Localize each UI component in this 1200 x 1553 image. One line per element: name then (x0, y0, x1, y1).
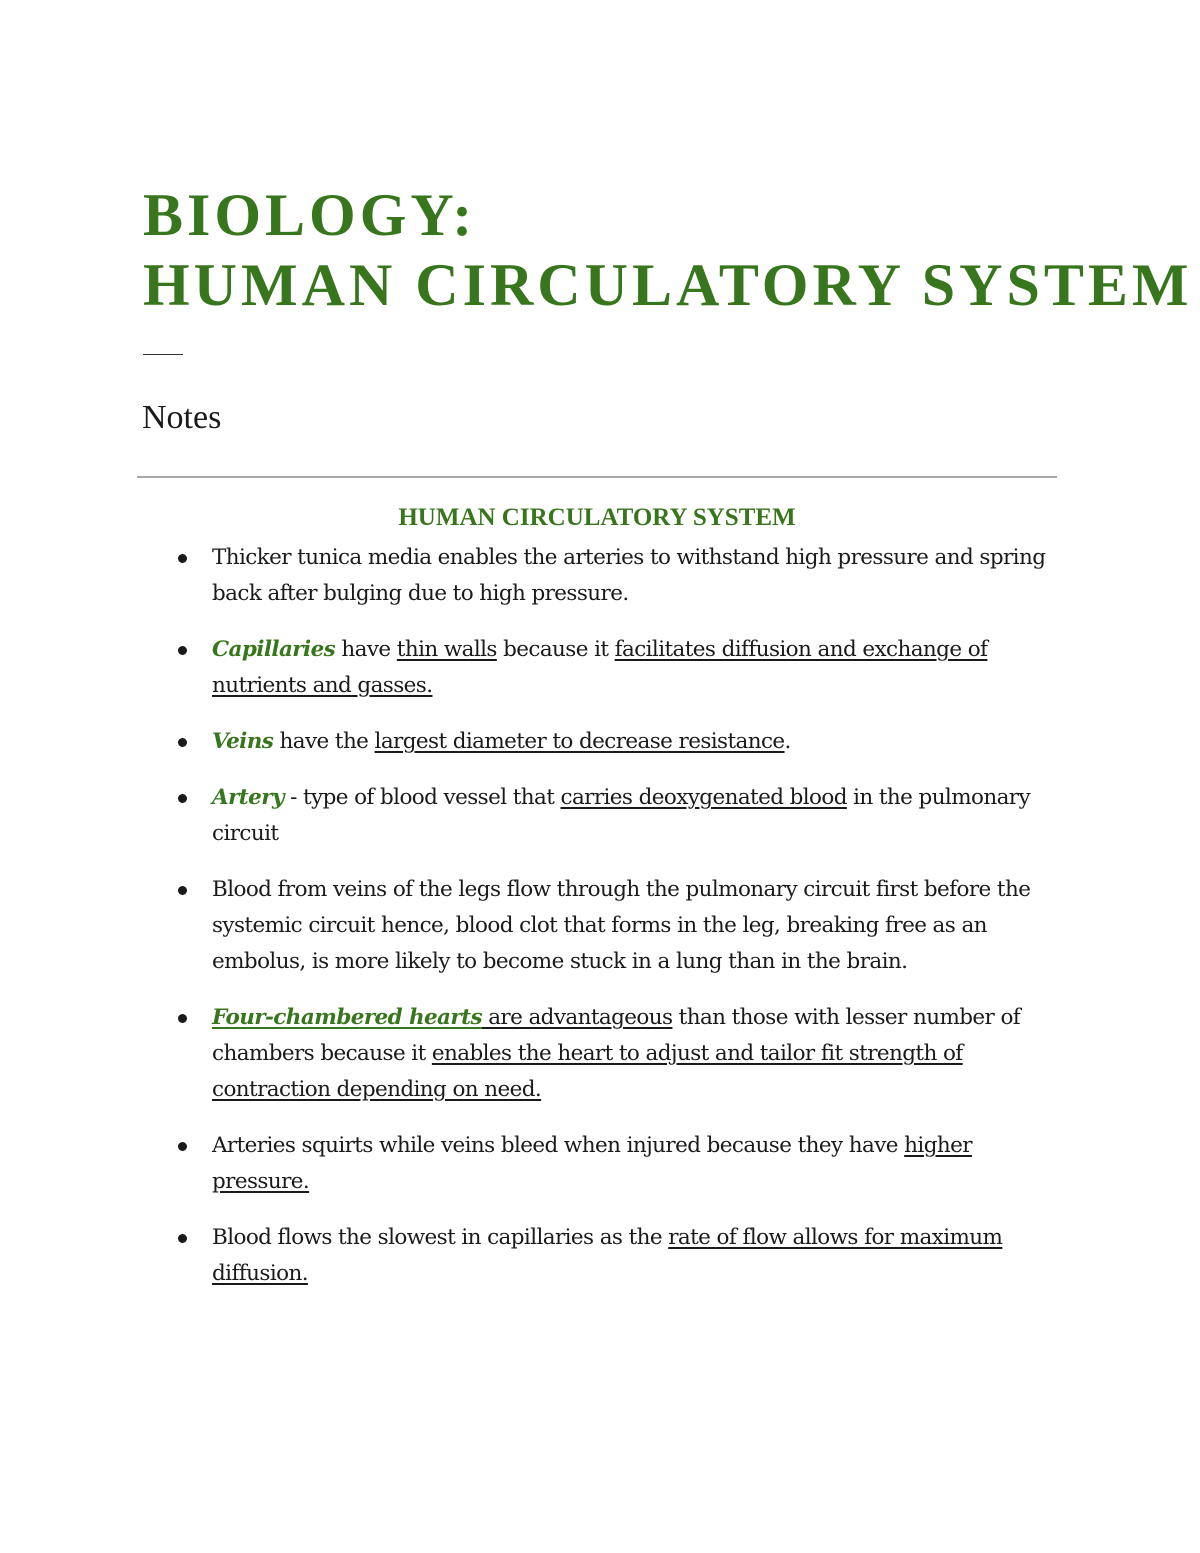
list-item (212, 872, 1062, 980)
note-text: Thicker tunica media enables the arteries to withstand high pressure and spring back after bulging due to high pressure. (212, 545, 1046, 606)
list-item (212, 632, 1062, 704)
bullet-icon (178, 1014, 187, 1023)
list-item (212, 1000, 1062, 1108)
note-text: have the (273, 729, 375, 754)
note-underlined-text: rate of flow allows for maximum diffusion. (212, 1225, 1003, 1286)
note-underlined-text: facilitates diffusion and exchange of nutrients and gasses. (212, 637, 988, 698)
note-text: . (784, 729, 791, 754)
note-text: than those with lesser number of chambers because it (212, 1005, 1021, 1066)
horizontal-divider (137, 476, 1057, 478)
notes-list (212, 540, 1062, 1312)
note-underlined-text: are advantageous (481, 1005, 673, 1030)
note-text: - type of blood vessel that (283, 785, 561, 810)
note-underlined-text: largest diameter to decrease resistance (374, 729, 785, 754)
title-short-rule (143, 354, 183, 355)
note-underlined-text: carries deoxygenated blood (560, 785, 847, 810)
note-term: Veins (212, 729, 274, 754)
list-item (212, 1128, 1062, 1200)
bullet-icon (178, 886, 187, 895)
note-underlined-text: thin walls (396, 637, 497, 662)
note-text: have (335, 637, 397, 662)
document-subtitle: Notes (142, 399, 222, 436)
note-underlined-text: enables the heart to adjust and tailor fit strength of contraction depending on need. (212, 1041, 963, 1102)
bullet-icon (178, 1234, 187, 1243)
note-term: Four-chambered hearts (212, 1005, 482, 1030)
section-heading: HUMAN CIRCULATORY SYSTEM (398, 504, 796, 531)
note-text: because it (496, 637, 615, 662)
list-item (212, 1220, 1062, 1292)
note-term: Capillaries (212, 637, 336, 662)
list-item (212, 780, 1062, 852)
bullet-icon (178, 646, 187, 655)
note-text: Blood from veins of the legs flow through the pulmonary circuit first before the systemic circuit hence, blood clot that forms in the leg, breaking free as an embolus, is more likely to become stuck in a lung than in the brain. (212, 877, 1031, 974)
bullet-icon (178, 554, 187, 563)
document-title (143, 180, 1193, 320)
title-line-1: BIOLOGY: (143, 182, 477, 248)
note-text: in the pulmonary circuit (212, 785, 1031, 846)
note-term: Artery (212, 785, 284, 810)
bullet-icon (178, 1142, 187, 1151)
note-text: Blood flows the slowest in capillaries as the (212, 1225, 669, 1250)
list-item (212, 724, 1062, 760)
bullet-icon (178, 738, 187, 747)
note-underlined-text: higher pressure. (212, 1133, 972, 1194)
bullet-icon (178, 794, 187, 803)
note-text: Arteries squirts while veins bleed when injured because they have (212, 1133, 905, 1158)
list-item (212, 540, 1062, 612)
title-line-2: HUMAN CIRCULATORY SYSTEM (143, 252, 1193, 318)
